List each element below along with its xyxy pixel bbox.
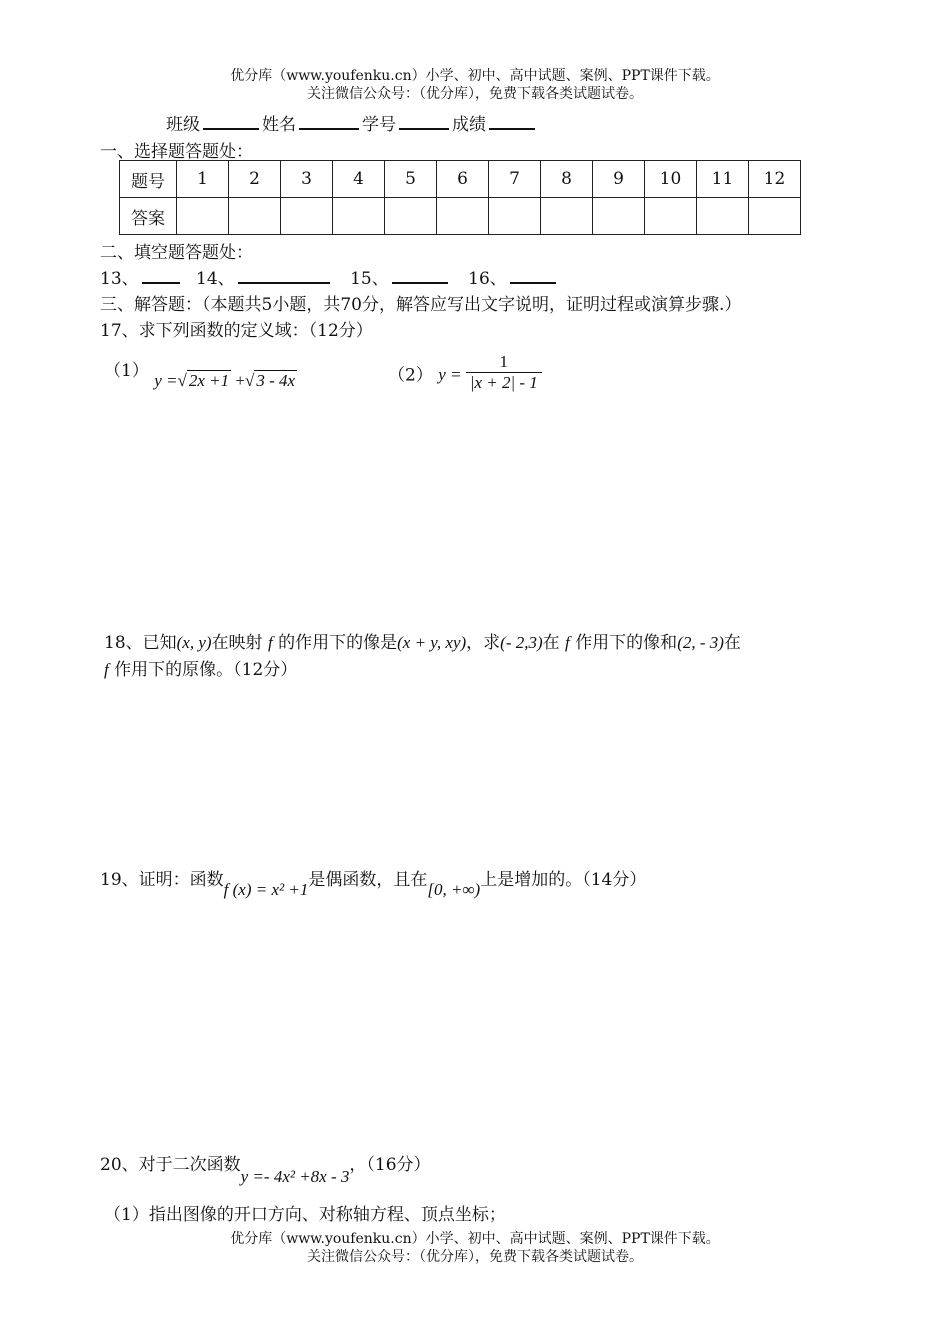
answer-table-answer-row [120, 198, 801, 235]
q18-pair-xy: (x, y) [176, 633, 212, 652]
q17-part2-fraction [466, 352, 542, 393]
fill-blank-row [100, 264, 559, 289]
answer-cell-6[interactable] [437, 198, 489, 235]
q18-line-1 [104, 628, 741, 653]
q19-text-c: 上是增加的。（14分） [480, 870, 647, 890]
q18-text-e: 在 [542, 633, 560, 653]
header-line-2: 关注微信公众号：（优分库），免费下载各类试题试卷。 [307, 86, 643, 102]
answer-cell-12[interactable] [749, 198, 801, 235]
answer-cell-11[interactable] [697, 198, 749, 235]
sqrt-symbol: √ [177, 371, 187, 390]
q18-point-1: (- 2,3) [500, 633, 543, 652]
q17-part1-lhs: y = [154, 371, 178, 390]
id-blank[interactable] [399, 112, 449, 130]
table-number-1: 1 [177, 161, 229, 198]
table-number-7: 7 [489, 161, 541, 198]
q17-part1-label: （1） [104, 361, 149, 381]
score-blank[interactable] [489, 112, 535, 130]
q18-text-line2: 作用下的原像。（12分） [114, 660, 298, 680]
header-line-1: 优分库（www.youfenku.cn）小学、初中、高中试题、案例、PPT课件下载。 [230, 68, 720, 84]
table-number-9: 9 [593, 161, 645, 198]
q14-blank[interactable] [238, 266, 330, 284]
footer-line-1: 优分库（www.youfenku.cn）小学、初中、高中试题、案例、PPT课件下载。 [230, 1231, 720, 1247]
answer-cell-7[interactable] [489, 198, 541, 235]
q18-text-a: 18、已知 [104, 633, 177, 653]
q19-text-b: 是偶函数，且在 [308, 870, 428, 890]
q17-part2 [388, 352, 542, 397]
table-number-12: 12 [749, 161, 801, 198]
q13-blank[interactable] [142, 266, 180, 284]
section1-title: 一、选择题答题处： [100, 142, 253, 162]
q20-function: y =- 4x² +8x - 3 [240, 1167, 350, 1186]
footer-line-2: 关注微信公众号：（优分库），免费下载各类试题试卷。 [307, 1249, 643, 1265]
q20-text-a: 20、对于二次函数 [100, 1155, 241, 1175]
q17-part2-numerator: 1 [499, 352, 509, 371]
q13-label: 13、 [100, 269, 139, 289]
answer-table [119, 160, 801, 235]
q18-text-g: 在 [723, 633, 741, 653]
answer-cell-4[interactable] [333, 198, 385, 235]
table-number-label: 题号 [120, 161, 177, 198]
q18-text-f: 作用下的像和 [575, 633, 678, 653]
q19-interval: [0, +∞) [427, 880, 481, 899]
section3-title: 三、解答题：（本题共5小题，共70分，解答应写出文字说明，证明过程或演算步骤.） [100, 295, 742, 315]
class-label: 班级 [166, 115, 200, 135]
table-number-4: 4 [333, 161, 385, 198]
id-label: 学号 [362, 115, 396, 135]
table-number-10: 10 [645, 161, 697, 198]
answer-cell-9[interactable] [593, 198, 645, 235]
q15-label: 15、 [350, 269, 389, 289]
q15-blank[interactable] [392, 266, 448, 284]
q18-point-2: (2, - 3) [677, 633, 724, 652]
name-blank[interactable] [299, 112, 359, 130]
q17-part1-radicand-2: 3 - 4x [256, 371, 296, 390]
sqrt-symbol: √ [244, 371, 255, 390]
answer-cell-3[interactable] [281, 198, 333, 235]
name-label: 姓名 [262, 115, 296, 135]
q17-part2-lhs: y = [438, 365, 462, 385]
q18-text-c: 的作用下的像是 [278, 633, 398, 653]
q20-line [100, 1150, 431, 1186]
q17-part2-formula [438, 352, 542, 392]
q19-function: f (x) = x² +1 [223, 880, 309, 899]
q16-label: 16、 [468, 269, 507, 289]
class-blank[interactable] [203, 112, 259, 130]
q20-text-b: ，（16分） [349, 1155, 431, 1175]
q18-text-b: 在映射 [211, 633, 263, 653]
table-number-5: 5 [385, 161, 437, 198]
q18-f-2: f [565, 633, 570, 652]
q18-line-2 [104, 655, 297, 680]
q17-part1-plus: + [235, 371, 245, 390]
q17-part1-formula [154, 371, 297, 390]
q17-part1 [104, 356, 297, 390]
answer-cell-1[interactable] [177, 198, 229, 235]
answer-table-number-row [120, 161, 801, 198]
answer-cell-5[interactable] [385, 198, 437, 235]
table-number-11: 11 [697, 161, 749, 198]
q17-part1-radicand-1: 2x +1 [188, 371, 230, 390]
q18-image: (x + y, xy) [397, 633, 467, 652]
q19-line [100, 865, 647, 899]
score-label: 成绩 [452, 115, 486, 135]
q18-f-1: f [267, 633, 273, 652]
q20-part1: （1）指出图像的开口方向、对称轴方程、顶点坐标； [104, 1205, 506, 1225]
q17-text: 17、求下列函数的定义域：（12分） [100, 321, 373, 341]
table-number-2: 2 [229, 161, 281, 198]
q14-label: 14、 [196, 269, 235, 289]
q18-text-d: ，求 [466, 633, 501, 653]
q17-part2-label: （2） [388, 365, 433, 386]
page-footer [0, 1230, 950, 1266]
answer-cell-10[interactable] [645, 198, 697, 235]
student-info-row [166, 110, 538, 135]
q18-f-3: f [104, 660, 109, 679]
table-number-3: 3 [281, 161, 333, 198]
page-header [0, 67, 950, 103]
answer-cell-8[interactable] [541, 198, 593, 235]
q19-text-a: 19、证明：函数 [100, 870, 224, 890]
answer-cell-2[interactable] [229, 198, 281, 235]
q16-blank[interactable] [510, 266, 556, 284]
table-answer-label: 答案 [120, 198, 177, 235]
table-number-8: 8 [541, 161, 593, 198]
section2-title: 二、填空题答题处： [100, 243, 253, 263]
table-number-6: 6 [437, 161, 489, 198]
q17-part2-denominator: |x + 2| - 1 [466, 372, 542, 393]
